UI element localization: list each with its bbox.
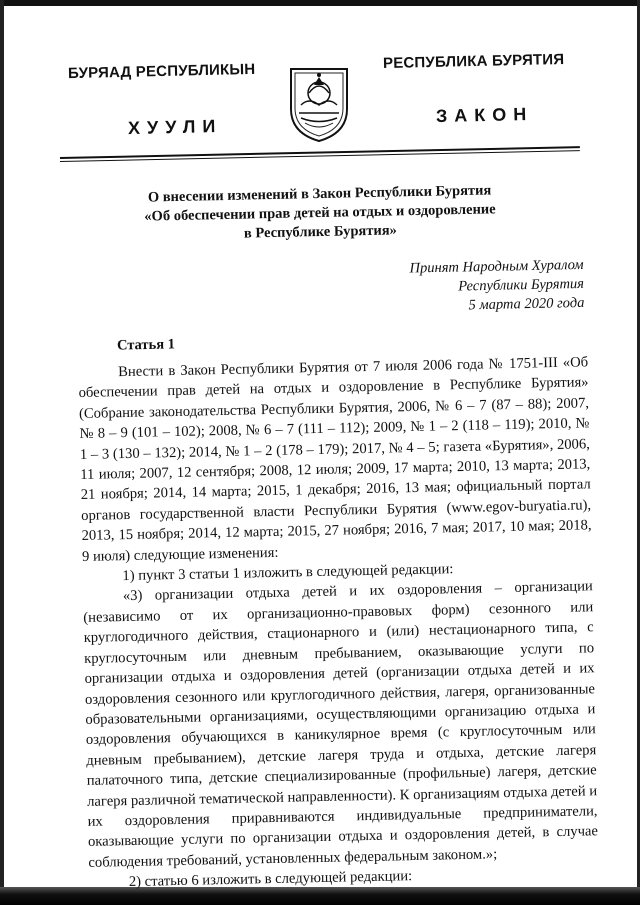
adoption-line: Республики Бурятия	[458, 275, 585, 295]
adoption-line: Принят Народным Хуралом	[409, 256, 584, 277]
article-heading: Статья 1	[116, 336, 176, 354]
article-body	[78, 352, 599, 893]
law-title-line: «Об обеспечении прав детей на отдых и оздоровление	[144, 201, 496, 225]
amendment-quote: «3) организации отдыха детей и их оздоровления – организации (независимо от их организационно-правовых форм) сезонного или круглогодичного действия, стационарного и (или) нестационарного типа, с круглосуточным или дневным пребыванием, оказывающие услуги по организации отдыха и оздоровления детей (организации отдыха детей и их оздоровления сезонного или круглогодичного действия, лагеря, организованные образовательными организациями, осуществляющими организацию отдыха и оздоровления обучающихся в каникулярное время (с круглосуточным или дневным пребыванием), детские лагеря труда и отдыха, детские лагеря палаточного типа, детские специализированные (профильные) лагеря, детские лагеря различной тематической направленности). К организациям отдыха детей и их оздоровления приравниваются индивидуальные предприниматели, оказывающие услуги по организации отдыха и оздоровления детей, в случае соблюдения требований, установленных федеральным законом.»;	[83, 578, 599, 871]
adoption-note	[383, 256, 584, 317]
scan-edge-top	[0, 0, 640, 6]
adoption-date: 5 марта 2020 года	[468, 294, 585, 314]
header-doc-type-russian: ЗАКОН	[435, 103, 534, 127]
law-title-line: в Республике Бурятия»	[243, 222, 398, 242]
law-title	[119, 181, 520, 246]
header-republic-russian: РЕСПУБЛИКА БУРЯТИЯ	[382, 50, 565, 73]
scan-edge-left	[0, 0, 4, 905]
law-title-line: О внесении изменений в Закон Республики Бурятия	[147, 182, 492, 206]
amendment-item-2: 2) статью 6 изложить в следующей редакции:	[128, 868, 413, 891]
header-doc-type-buryat: ХУУЛИ	[127, 115, 223, 139]
coat-of-arms-icon	[287, 63, 351, 143]
amendment-item-1: 1) пункт 3 статьи 1 изложить в следующей редакции:	[122, 561, 454, 585]
header-republic-buryat: БУРЯАД РЕСПУБЛИКЫН	[67, 60, 256, 83]
article-intro-paragraph: Внести в Закон Республики Бурятия от 7 июля 2006 года № 1751-III «Об обеспечении прав детей на отдых и оздоровление в Республике Бурятия» (Собрание законодательства Республики Бурятия, 2006, № 6 – 7 (87 – 88); 2007, № 8 – 9 (101 – 102); 2008, № 6 – 7 (111 – 112); 2009, № 1 – 2 (118 – 119); 2010, № 1 – 3 (130 – 132); 2014, № 1 – 2 (178 – 179); 2017, № 4 – 5; газета «Бурятия», 2006, 11 июля; 2007, 12 сентября; 2008, 12 июля; 2009, 17 марта; 2010, 13 марта; 2013, 21 ноября; 2014, 14 марта; 2015, 1 декабря; 2016, 13 мая; официальный портал органов государственной власти Республики Бурятия (www.egov-buryatia.ru), 2013, 15 ноября; 2014, 12 марта; 2015, 27 ноября; 2016, 7 мая; 2017, 10 мая; 2018, 9 июля) следующие изменения:	[78, 354, 592, 565]
